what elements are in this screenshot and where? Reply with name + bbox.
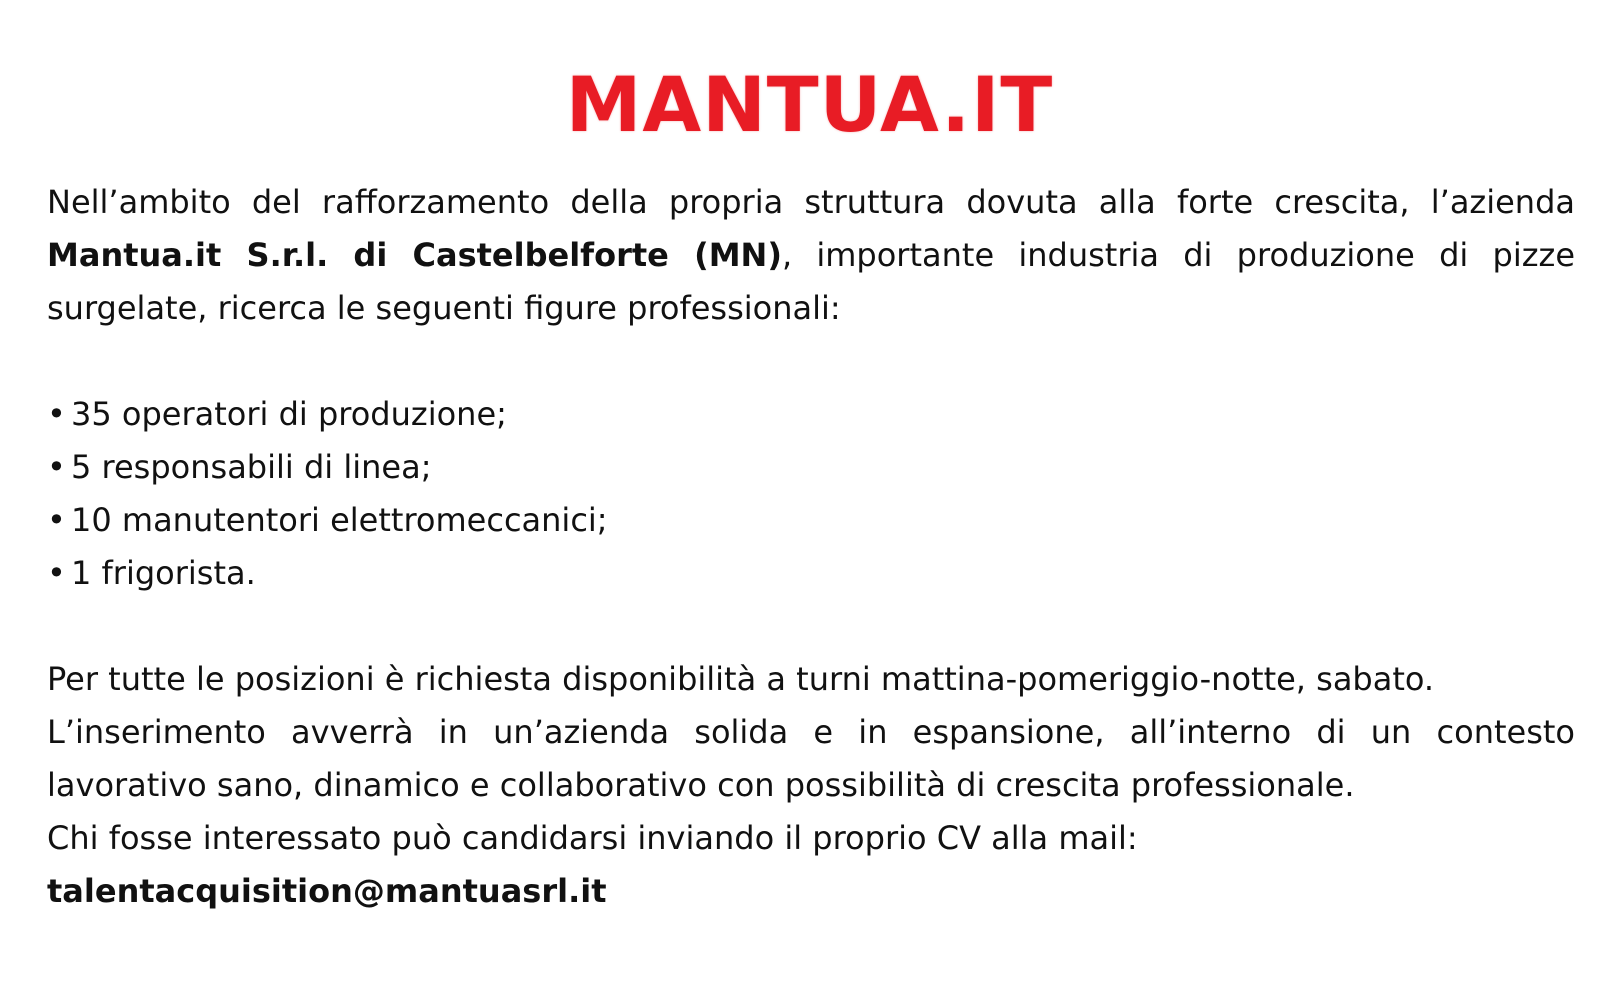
list-item	[47, 441, 1575, 494]
job-announcement	[47, 176, 1575, 918]
apply-paragraph	[47, 812, 1575, 918]
position-text: 10 manutentori elettromeccanici;	[71, 501, 608, 539]
intro-text-before: Nell’ambito del rafforzamento della propria struttura dovuta alla forte crescita, l’azienda	[47, 183, 1575, 221]
positions-list	[47, 388, 1575, 600]
shifts-paragraph: Per tutte le posizioni è richiesta disponibilità a turni mattina-pomeriggio-notte, sabato.	[47, 660, 1435, 698]
company-logo: MANTUA.IT	[565, 60, 1054, 149]
bullet: •	[47, 395, 66, 433]
contact-email[interactable]: talentacquisition@mantuasrl.it	[47, 872, 607, 910]
position-text: 5 responsabili di linea;	[71, 448, 432, 486]
bullet: •	[47, 554, 66, 592]
position-text: 1 frigorista.	[71, 554, 256, 592]
intro-text-after: , importante industria di produzione di pizze surgelate, ricerca le seguenti figure professionali:	[47, 236, 1575, 327]
intro-paragraph	[47, 176, 1575, 335]
spacer	[47, 600, 1575, 653]
position-text: 35 operatori di produzione;	[71, 395, 507, 433]
environment-paragraph: L’inserimento avverrà in un’azienda solida e in espansione, all’interno di un contesto lavorativo sano, dinamico e collaborativo con possibilità di crescita professionale.	[47, 713, 1575, 804]
bullet: •	[47, 448, 66, 486]
apply-text: Chi fosse interessato può candidarsi inviando il proprio CV alla mail:	[47, 819, 1138, 857]
list-item	[47, 494, 1575, 547]
list-item	[47, 547, 1575, 600]
company-name: Mantua.it S.r.l. di Castelbelforte (MN)	[47, 236, 782, 274]
spacer	[47, 335, 1575, 388]
bullet: •	[47, 501, 66, 539]
list-item	[47, 388, 1575, 441]
